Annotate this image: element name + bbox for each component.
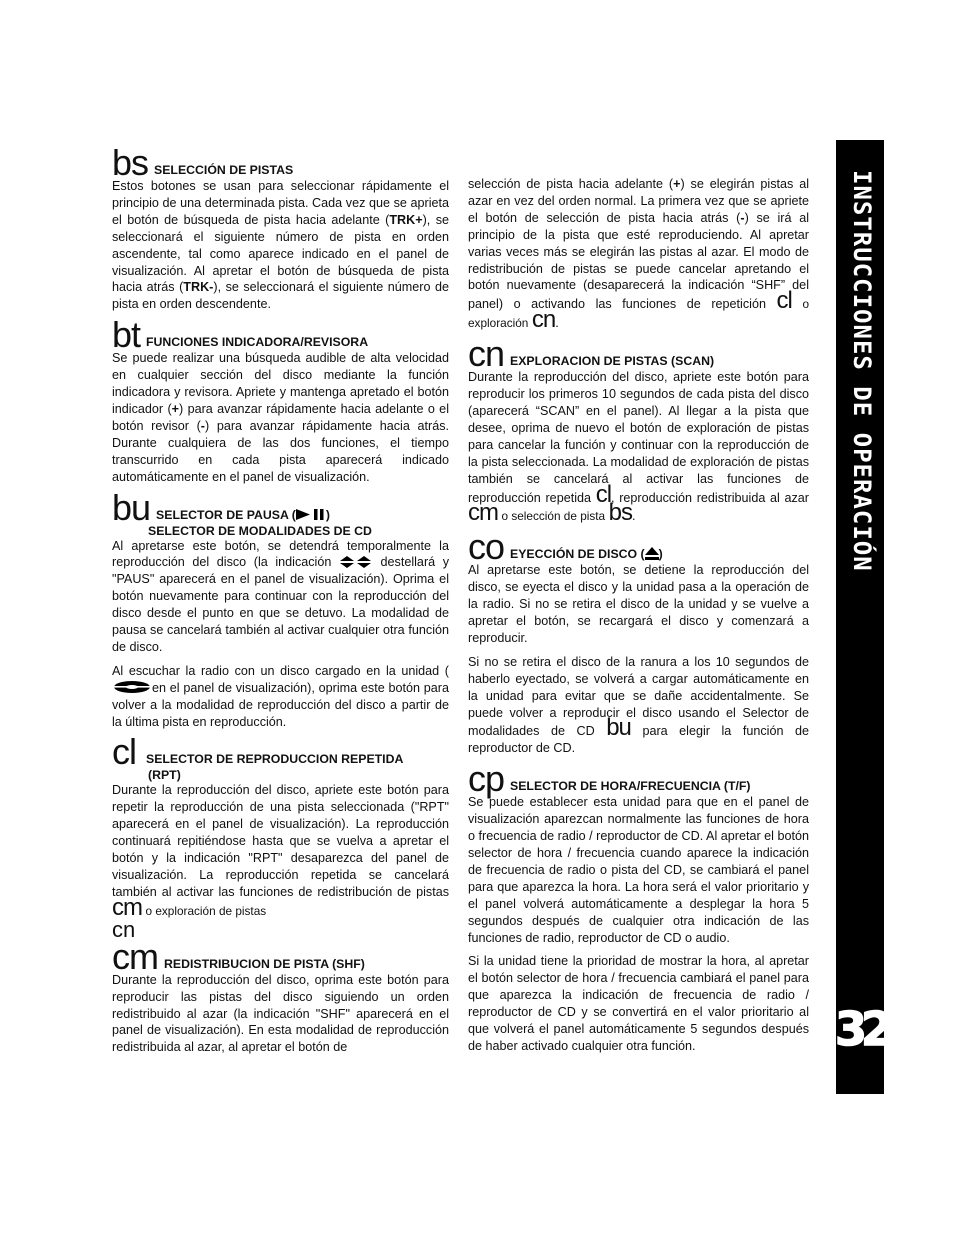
button-glyph: cl <box>595 480 612 508</box>
section-cue-review <box>112 314 449 485</box>
section-title: EYECCIÓN DE DISCO ( ) <box>510 547 663 562</box>
disc-blink-icon <box>339 556 373 568</box>
button-glyph: cp <box>468 758 505 800</box>
section-title: SELECCIÓN DE PISTAS <box>154 163 294 177</box>
eject-icon <box>645 547 659 560</box>
section-subtitle: (RPT) <box>148 768 181 783</box>
section-repeat <box>112 731 449 942</box>
section-time-frequency <box>468 758 809 1055</box>
section-heading <box>112 935 449 977</box>
play-pause-icon <box>296 508 326 521</box>
paragraph: Durante la reproducción del disco, apriete este botón para reproducir los primeros 10 segundos de cada pista del disco (aparecerá “SCAN” en el panel). Al llegar a la pista que desee, oprima de nuevo el botón de exploración de pistas para cancelar la función y continuar con la reproducción de la pista seleccionada. La modalidad de exploración de pistas también se cancelará al activar las funciones de reproducción repetida cl, reproducción redistribuida al azar cm o selección de pista bs. <box>468 370 809 527</box>
button-glyph: bs <box>112 142 149 183</box>
section-shuffle <box>112 935 449 1057</box>
button-glyph: cn <box>112 916 136 942</box>
left-column <box>112 142 450 1063</box>
paragraph: selección de pista hacia adelante (+) se elegirán pistas al azar en vez del orden normal. La primera vez que se apriete el botón de selección de pista hacia atrás (-) se irá al principio de la pista que esté reproduciendo. Al apretar varias veces más se elegirán las pistas al azar. El modo de redistribución de pistas se puede cancelar apretando el botón nuevamente (desaparecerá la indicación “SHF” del panel) o activando las funciones de repetición cl o exploración cn. <box>468 177 810 334</box>
button-glyph: cm <box>112 935 158 977</box>
section-pause <box>112 486 450 731</box>
paragraph: Durante la reproducción del disco, apriete este botón para repetir la reproducción de una pista seleccionada ("RPT" aparecerá en el panel de visualización). La reproducción continuará repitiéndose hasta que se vuelva a apretar el botón y la indicación "RPT" desaparezca del panel de visualización. La reproducción repetida se cancelará también al activar las funciones de redistribución de pistas cm o exploración de pistas <box>112 783 449 921</box>
paragraph: Se puede realizar una búsqueda audible de alta velocidad en cualquier sección del disco mediante la función indicadora y revisora. Apriete y mantenga apretado el botón indicador (+) para avanzar rápidamente hacia adelante o el botón revisor (-) para avanzar rápidamente hacia atrás. Durante cualquiera de las dos funciones, el tiempo transcurrido en cada pista aparecerá indicado automáticamente en el panel de visualización. <box>112 351 449 484</box>
paragraph: Si no se retira el disco de la ranura a los 10 segundos de haberlo eyectado, se volverá a cargar automáticamente en la unidad para evitar que se dañe accidentalmente. Se puede volver a reproducir el disco usando el Selector de modalidades de CD bu para elegir la función de reproductor de CD. <box>468 654 809 756</box>
paragraph: Al apretarse este botón, se detendrá temporalmente la reproducción del disco (la indicación destellará y "PAUS" aparecerá en el panel de visualización). Oprima el botón nuevamente para continuar con la reproducción del disco desde el punto en que se detuvo. La modalidad de pausa se cancelará también al activar cualquier otra función de disco. <box>112 538 450 654</box>
button-glyph: bt <box>112 314 141 356</box>
section-heading <box>468 526 809 568</box>
button-glyph: cn <box>531 306 556 334</box>
section-eject <box>468 526 809 757</box>
button-glyph: cm <box>468 499 498 527</box>
paragraph: Al apretarse este botón, se detiene la reproducción del disco, se eyecta el disco y la unidad pasa a la operación de la radio. Si no se retira el disco de la unidad y se vuelve a apretar el botón, se recargará el disco y comenzará a reproducir. <box>468 563 809 645</box>
section-title: SELECTOR DE HORA/FRECUENCIA (T/F) <box>510 779 751 794</box>
section-heading <box>112 142 449 183</box>
section-scan <box>468 333 809 527</box>
paragraph: Al escuchar la radio con un disco cargado en la unidad (en el panel de visualización), oprima este botón para volver a la modalidad de reproducción del disco a partir de la última pista en reproducción. <box>112 663 449 729</box>
button-glyph: cm <box>112 893 142 921</box>
section-track-select <box>112 142 450 313</box>
section-shuffle-continued <box>468 176 809 332</box>
cd-indicator-icon <box>112 680 152 694</box>
button-glyph: cl <box>776 287 792 315</box>
button-glyph: bu <box>112 486 151 528</box>
section-title: SELECTOR DE REPRODUCCION REPETIDA <box>146 752 404 767</box>
section-subtitle: SELECTOR DE MODALIDADES DE CD <box>148 523 372 538</box>
section-title: SELECTOR DE PAUSA ( ) <box>156 507 330 522</box>
button-glyph: co <box>468 526 505 568</box>
button-glyph: cn <box>468 333 505 375</box>
section-heading <box>468 758 809 800</box>
button-glyph: bu <box>606 714 631 742</box>
section-heading <box>112 314 449 356</box>
right-column <box>468 176 809 1062</box>
button-glyph: cl <box>112 731 136 773</box>
section-heading <box>468 333 809 375</box>
sidebar-title: INSTRUCCIONES DE OPERACIÓN <box>848 170 876 572</box>
page-number: 32 <box>834 1002 887 1056</box>
paragraph: Se puede establecer esta unidad para que en el panel de visualización aparezcan normalmente las funciones de hora o frecuencia de radio / reproductor de CD. Al apretar el botón selector de hora / frecuencia cuando aparece la indicación de frecuencia de radio o pista del CD, se cambiará el panel para que aparezca la hora. La hora será el valor prioritario y el panel volverá automáticamente a desplegar la hora 5 segundos después de cualquier otra indicación de las funciones de radio, reproductor de CD o audio. <box>468 795 809 945</box>
paragraph: Estos botones se usan para seleccionar rápidamente el principio de una determinada pista. Cada vez que se aprieta el botón de búsqueda de pista hacia adelante (TRK+), se seleccionará el siguiente número de pista en orden ascendente, tal como aparece indicado en el panel de visualización. Al apretar el botón de búsqueda de pista hacia atrás (TRK-), se seleccionará el siguiente número de pista en orden descendente. <box>112 179 450 312</box>
section-heading <box>112 731 449 773</box>
button-glyph: bs <box>608 499 632 527</box>
section-title: FUNCIONES INDICADORA/REVISORA <box>146 335 369 350</box>
section-heading <box>112 486 449 528</box>
section-title: REDISTRIBUCION DE PISTA (SHF) <box>164 956 365 971</box>
paragraph: Si la unidad tiene la prioridad de mostrar la hora, al apretar el botón selector de hora / frecuencia cambiará el panel para que aparezca la indicación de frecuencia de radio / reproductor de CD y se convertirá en el valor prioritario al que volverá el panel automáticamente 5 segundos después de haber activado cualquier otra función. <box>468 954 809 1053</box>
paragraph: Durante la reproducción del disco, oprima este botón para reproducir las pistas del disco siguiendo un orden redistribuido al azar (la indicación "SHF" aparecerá en el panel de visualización). En esta modalidad de reproducción redistribuida al azar, al apretar el botón de <box>112 972 449 1055</box>
section-title: EXPLORACION DE PISTAS (SCAN) <box>510 354 715 369</box>
